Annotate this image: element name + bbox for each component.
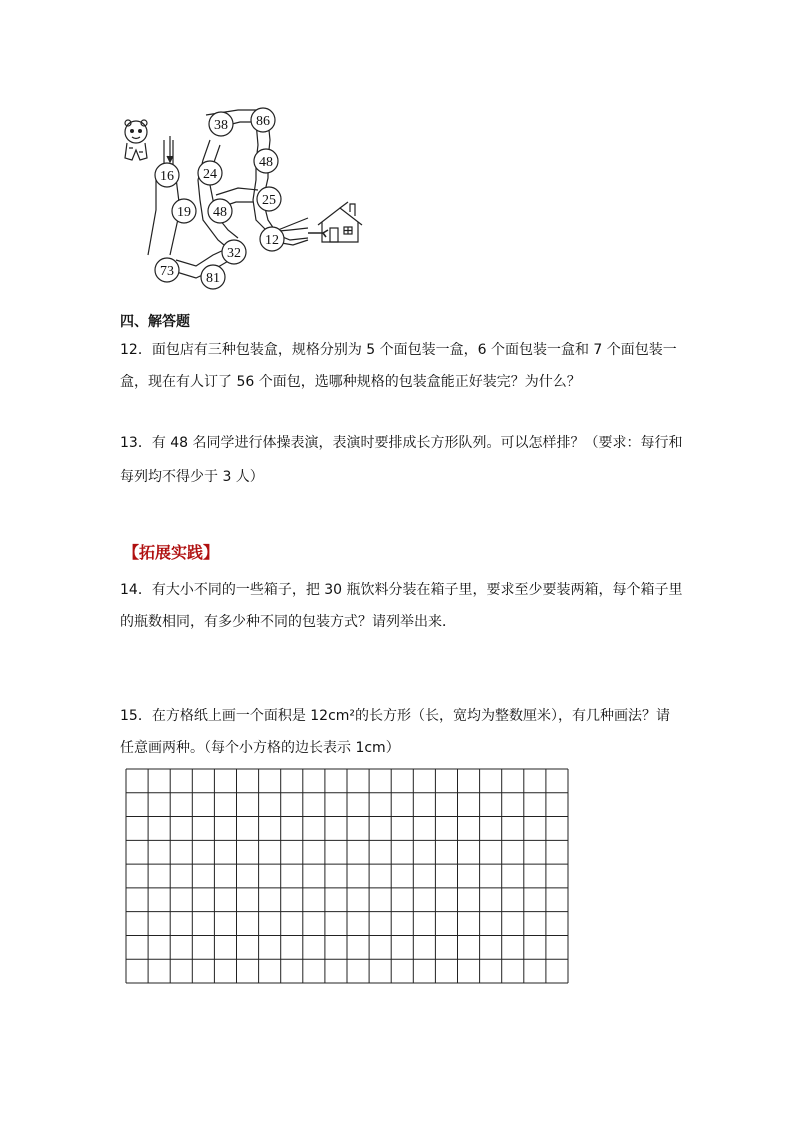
tiger-icon [125, 120, 147, 160]
maze-node [209, 112, 233, 136]
maze-node [260, 227, 284, 251]
question-13-line-1: 13．有 48 名同学进行体操表演，表演时要排成长方形队列。可以怎样排？（要求：每行和 [120, 435, 683, 451]
section-title-answers: 四、解答题 [120, 314, 190, 330]
maze-node [222, 240, 246, 264]
question-13-line-2: 每列均不得少于 3 人） [120, 469, 264, 485]
svg-text:24: 24 [203, 167, 217, 182]
maze-node [155, 163, 179, 187]
maze-figure [118, 100, 368, 295]
svg-text:86: 86 [256, 114, 270, 129]
maze-nodes [155, 108, 284, 289]
svg-text:48: 48 [213, 205, 227, 220]
maze-node [257, 187, 281, 211]
svg-text:12: 12 [265, 233, 279, 248]
grid-paper[interactable] [125, 768, 569, 984]
section-title-extension: 【拓展实践】 [123, 543, 220, 562]
maze-node [254, 149, 278, 173]
svg-text:48: 48 [259, 155, 273, 170]
maze-node [201, 265, 225, 289]
question-15-line-1: 15．在方格纸上画一个面积是 12cm²的长方形（长，宽均为整数厘米），有几种画法？请 [120, 708, 671, 724]
question-12-line-2: 盒，现在有人订了 56 个面包，选哪种规格的包装盒能正好装完？为什么？ [120, 374, 581, 390]
question-15-line-2: 任意画两种。（每个小方格的边长表示 1cm） [120, 740, 400, 756]
maze-node [251, 108, 275, 132]
question-14-line-2: 的瓶数相同，有多少种不同的包装方式？请列举出来． [120, 614, 456, 630]
maze-node [208, 199, 232, 223]
svg-text:81: 81 [206, 271, 220, 286]
svg-text:38: 38 [214, 118, 228, 133]
maze-node [155, 258, 179, 282]
question-14-line-1: 14．有大小不同的一些箱子，把 30 瓶饮料分装在箱子里，要求至少要装两箱，每个箱子里 [120, 582, 683, 598]
svg-text:19: 19 [177, 205, 191, 220]
maze-node [172, 199, 196, 223]
svg-text:16: 16 [160, 169, 174, 184]
svg-text:32: 32 [227, 246, 241, 261]
question-12-line-1: 12．面包店有三种包装盒，规格分别为 5 个面包装一盒，6 个面包装一盒和 7 个面包装一 [120, 342, 677, 358]
maze-node [198, 161, 222, 185]
svg-text:25: 25 [262, 193, 276, 208]
svg-text:73: 73 [160, 264, 174, 279]
